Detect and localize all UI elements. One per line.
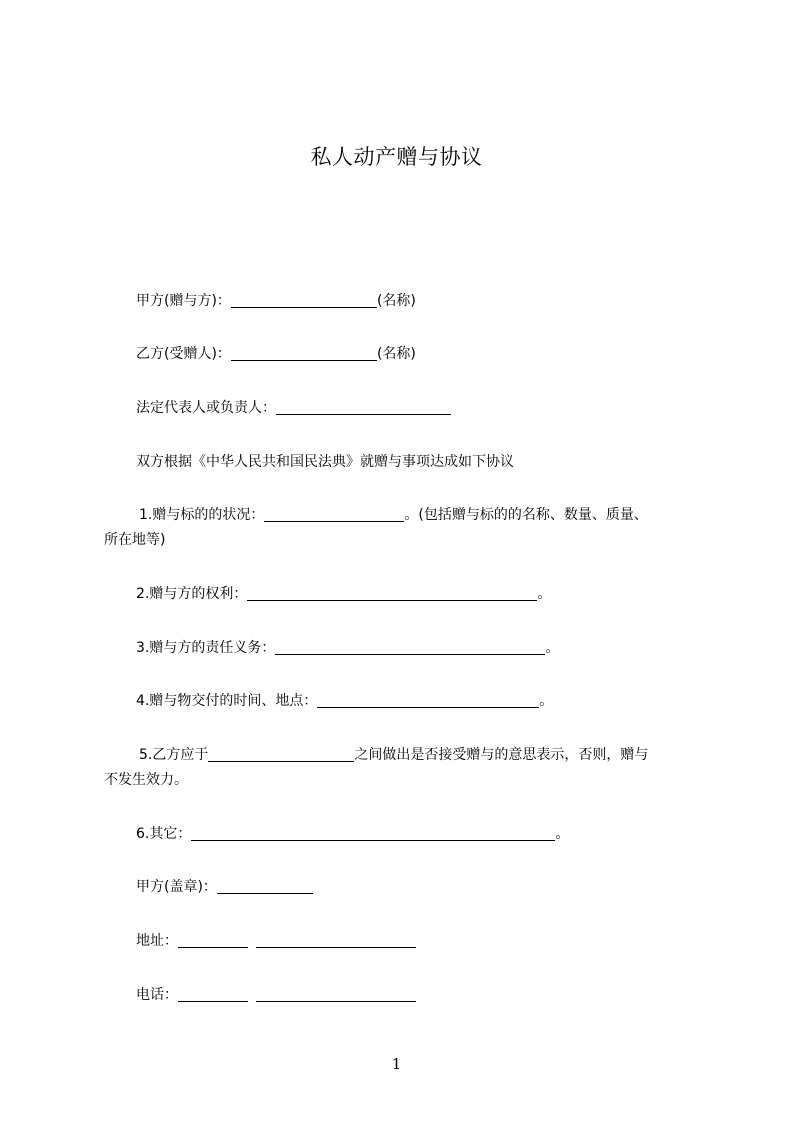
clause-5-suffix: 之间做出是否接受赠与的意思表示，否则，赠与 [354,747,649,763]
clause-1-suffix: 。(包括赠与标的的名称、数量、质量、 [404,507,648,523]
party-b-blank[interactable] [231,346,377,361]
address-blank-2[interactable] [256,933,416,948]
address-line [136,929,416,953]
address-label: 地址： [136,933,178,949]
party-a-line [136,289,416,313]
clause-2-label: 2.赠与方的权利： [136,586,248,602]
intro-line: 双方根据《中华人民共和国民法典》就赠与事项达成如下协议 [136,454,514,470]
legal-rep-label: 法定代表人或负责人： [136,400,276,416]
seal-label: 甲方(盖章)： [136,879,217,895]
legal-rep-line [136,396,451,420]
clause-6-blank[interactable] [191,826,555,841]
clause-3-suffix: 。 [545,640,560,656]
document-title: 私人动产赠与协议 [310,145,483,169]
clause-3-line [136,636,559,660]
party-a-blank[interactable] [231,293,377,308]
clause-1-line [139,503,648,527]
address-blank-1[interactable] [178,933,248,948]
page-number: 1 [391,1055,402,1073]
phone-blank-2[interactable] [256,987,416,1002]
clause-4-line [136,689,553,713]
clause-3-blank[interactable] [275,640,545,655]
party-b-line [136,342,416,366]
clause-2-suffix: 。 [537,586,552,602]
clause-1-continuation: 所在地等) [104,532,166,548]
clause-5-continuation: 不发生效力。 [104,772,188,788]
phone-line [136,983,416,1007]
clause-6-line [136,822,569,846]
clause-1-blank[interactable] [264,507,404,522]
legal-rep-blank[interactable] [276,400,451,415]
clause-6-label: 6.其它： [136,826,192,842]
clause-5-label: 5.乙方应于 [139,747,209,763]
clause-2-blank[interactable] [247,586,537,601]
party-a-suffix: (名称) [376,293,416,309]
clause-5-blank[interactable] [208,747,354,762]
party-b-label: 乙方(受赠人)： [136,346,231,362]
clause-6-suffix: 。 [555,826,570,842]
phone-label: 电话： [136,987,178,1003]
seal-blank[interactable] [217,879,313,894]
clause-2-line [136,582,551,606]
clause-1-label: 1.赠与标的的状况： [139,507,265,523]
party-b-suffix: (名称) [376,346,416,362]
party-a-label: 甲方(赠与方)： [136,293,231,309]
clause-5-line [139,743,648,767]
clause-4-suffix: 。 [539,693,554,709]
seal-line [136,875,313,899]
clause-4-blank[interactable] [317,693,539,708]
clause-3-label: 3.赠与方的责任义务： [136,640,276,656]
clause-4-label: 4.赠与物交付的时间、地点： [136,693,318,709]
phone-blank-1[interactable] [178,987,248,1002]
